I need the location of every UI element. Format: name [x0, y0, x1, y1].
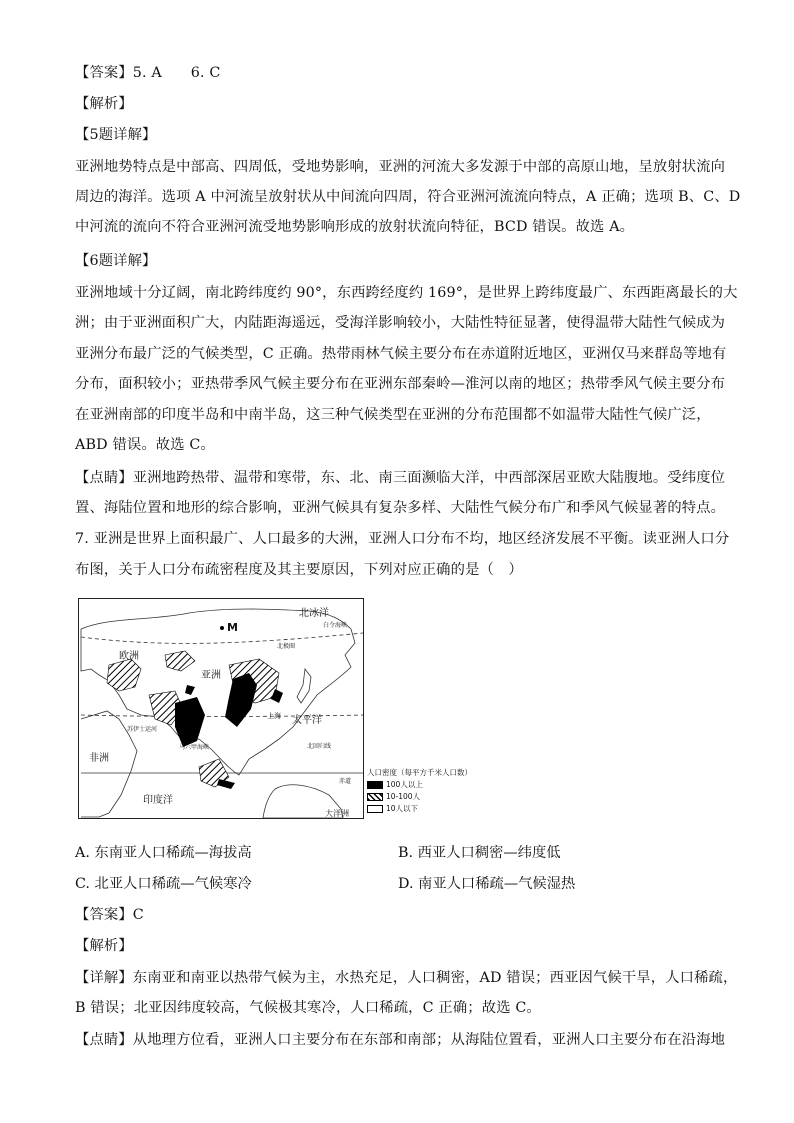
point-m-marker: [220, 626, 224, 630]
q6-line-2: 洲；由于亚洲面积广大，内陆距海遥远，受海洋影响较小，大陆性特征显著，使得温带大陆性气候成为: [75, 315, 726, 331]
option-d[interactable]: D. 南亚人口稀疏—气候湿热: [398, 876, 576, 892]
legend-swatch-mid: [367, 793, 383, 801]
label-indian-ocean: 印度洋: [143, 795, 173, 806]
map-legend: [367, 767, 472, 815]
q6-line-6: ABD 错误。故选 C。: [75, 437, 215, 453]
label-malacca: 马六甲海峡: [179, 744, 210, 751]
label-africa: 非洲: [89, 753, 109, 764]
analysis-heading-2: 【解析】: [75, 938, 133, 954]
label-pacific: 太平洋: [292, 715, 322, 726]
east-china-high-density: [225, 673, 257, 727]
label-point-m: M: [227, 621, 238, 634]
label-arctic-ocean: 北冰洋: [299, 608, 329, 619]
q6-heading: 【6题详解】: [75, 253, 157, 269]
question-7-line-2: 布图，关于人口分布疏密程度及其主要原因，下列对应正确的是（ ）: [75, 562, 523, 578]
label-asia: 亚洲: [201, 670, 221, 681]
legend-mid: 10-100人: [386, 792, 421, 801]
detail-line-2: B 错误；北亚因纬度较高，气候极其寒冷，人口稀疏，C 正确；故选 C。: [75, 1000, 541, 1016]
asia-population-map: [78, 598, 364, 819]
q6-line-1: 亚洲地域十分辽阔，南北跨纬度约 90°，东西跨经度约 169°，是世界上跨纬度最广、东西距离最长的大: [75, 285, 738, 301]
tip-line-1: 【点睛】亚洲地跨热带、温带和寒带，东、北、南三面濒临大洋，中西部深居亚欧大陆腹地。受纬度位: [75, 470, 726, 486]
q5-line-2: 周边的海洋。选项 A 中河流呈放射状从中间流向四周，符合亚洲河流流向特点，A 正确；选项 B、C、D: [75, 189, 741, 205]
legend-high: 100人以上: [386, 780, 423, 789]
q5-line-1: 亚洲地势特点是中部高、四周低，受地势影响，亚洲的河流大多发源于中部的高原山地，呈放射状流向: [75, 159, 726, 175]
q6-line-4: 分布，面积较小；亚热带季风气候主要分布在亚洲东部秦岭—淮河以南的地区；热带季风气候主要分布: [75, 376, 726, 392]
eurasia-outline: [81, 609, 355, 775]
russia-hatch-region: [165, 651, 195, 671]
central-asia-high-density: [185, 685, 195, 695]
q5-heading: 【5题详解】: [75, 127, 157, 143]
label-oceania: 大洋洲: [325, 809, 349, 818]
india-high-density: [175, 697, 205, 747]
answer-7: 【答案】C: [75, 907, 144, 923]
legend-low: 10人以下: [386, 804, 419, 813]
detail-line-1: 【详解】东南亚和南亚以热带气候为主，水热充足，人口稠密，AD 错误；西亚因气候干旱，人口稀疏，: [75, 970, 738, 986]
tip-line-2: 置、海陆位置和地形的综合影响，亚洲气候具有复杂多样、大陆性气候分布广和季风气候显著的特点。: [75, 500, 726, 516]
option-c[interactable]: C. 北亚人口稀疏—气候寒冷: [75, 876, 252, 892]
tip2-line: 【点睛】从地理方位看，亚洲人口主要分布在东部和南部；从海陆位置看，亚洲人口主要分布在沿海地: [75, 1032, 726, 1048]
answer-tag: 【答案】: [75, 65, 133, 81]
answer-5-6: [75, 63, 720, 83]
europe-hatch-region: [107, 659, 141, 691]
label-shanghai: 上海: [267, 712, 281, 720]
analysis-heading: 【解析】: [75, 96, 133, 112]
option-b[interactable]: B. 西亚人口稠密—纬度低: [398, 845, 561, 861]
legend-swatch-high: [367, 781, 383, 789]
arctic-circle-line: [81, 633, 363, 643]
legend-swatch-low: [367, 805, 383, 813]
label-tropic: 北回归线: [307, 743, 332, 750]
q6-line-5: 在亚洲南部的印度半岛和中南半岛，这三种气候类型在亚洲的分布范围都不如温带大陆性气候广泛，: [75, 407, 711, 423]
label-equator: 赤道: [339, 778, 352, 785]
question-7-line-1: 7. 亚洲是世界上面积最广、人口最多的大洲，亚洲人口分布不均，地区经济发展不平衡。读亚洲人口分: [75, 531, 730, 547]
q5-line-3: 中河流的流向不符合亚洲河流受地势影响形成的放射状流向特征，BCD 错误。故选 A。: [75, 219, 635, 235]
japan-outline: [297, 669, 311, 703]
label-suez: 苏伊士运河: [127, 726, 158, 733]
option-a[interactable]: A. 东南亚人口稀疏—海拔高: [75, 845, 252, 861]
label-europe: 欧洲: [119, 651, 139, 662]
answer-values: 5. A 6. C: [132, 65, 221, 81]
java-high-density: [217, 779, 235, 789]
label-arctic-circle: 北极圈: [277, 643, 296, 650]
legend-title: 人口密度（每平方千米人口数）: [367, 768, 472, 777]
label-bering: 白令海峡: [323, 622, 348, 629]
q6-line-3: 亚洲分布最广泛的气候类型，C 正确。热带雨林气候主要分布在赤道附近地区，亚洲仅马来群岛等地有: [75, 346, 727, 362]
